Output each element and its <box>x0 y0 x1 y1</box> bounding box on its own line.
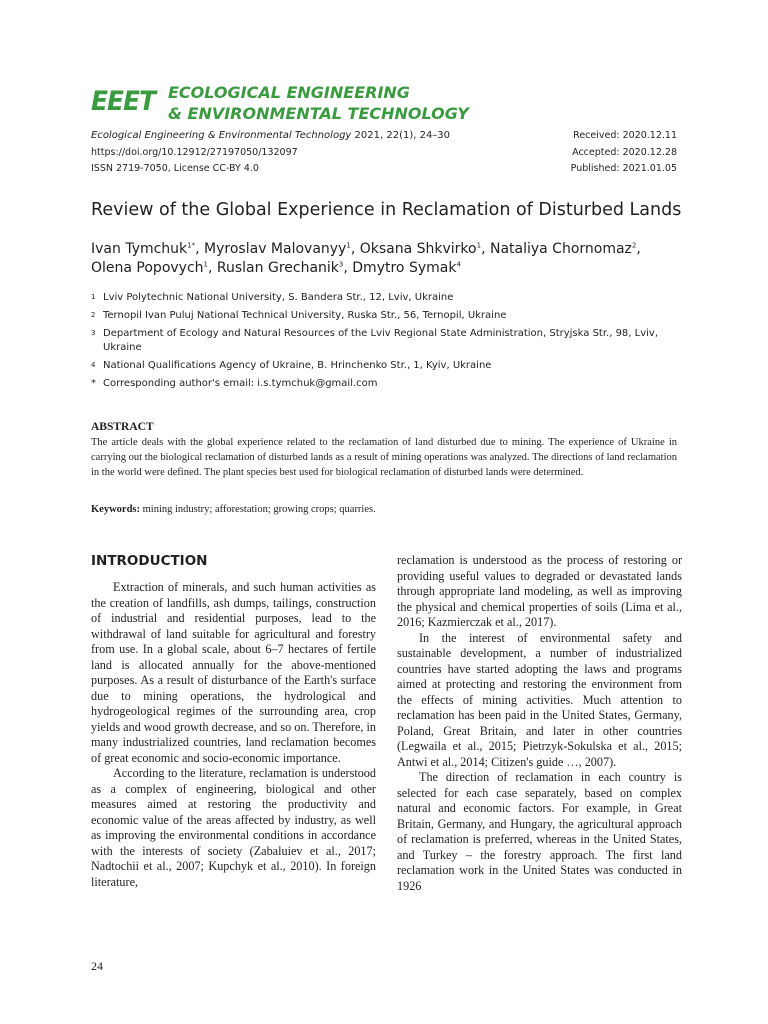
author-affiliation-mark: 1* <box>187 241 196 250</box>
corresponding-mark: * <box>91 378 96 389</box>
affiliation-item <box>91 327 681 355</box>
journal-name-line2: & ENVIRONMENTAL TECHNOLOGY <box>168 104 469 123</box>
abstract-text: The article deals with the global experience related to the reclamation of land disturbed due to mining. The experience of Ukraine in carrying out the biological reclamation of disturbed lands as a result of mining operations was analyzed. The directions of land reclamation in the world were defined. The plant species best used for biological reclamation of disturbed lands were determined. <box>91 437 677 478</box>
paragraph: In the interest of environmental safety and sustainable development, a number of industrialized countries have started adopting the laws and programs aimed at protecting and restoring the environment from the effects of mining activities. Much attention to reclamation has been paid in the United States, Germany, Poland, Great Britain, and later in other countries (Legwaila et al., 2015; Pietrzyk-Sokulska et al., 2015; Antwi et al., 2014; Citizen's guide …, 2007). <box>397 630 682 769</box>
published-date: Published: 2021.01.05 <box>570 163 677 174</box>
journal-logo: EEET <box>91 86 156 117</box>
affiliation-item <box>91 359 681 373</box>
keywords-text: mining industry; afforestation; growing crops; quarries. <box>142 504 376 515</box>
author-name: Nataliya Chornomaz <box>489 241 632 257</box>
affiliation-text: National Qualifications Agency of Ukraine, B. Hrinchenko Str., 1, Kyiv, Ukraine <box>103 360 492 371</box>
page-number: 24 <box>91 959 103 973</box>
author-list: Ivan Tymchuk$^{1*}$, Myroslav Malovanyy$^1$, Oksana Shkvirko$^1$, Nataliya Chornomaz$^2$, Olena Popovych$^1$, Ruslan Grechanik$^3$, Dmytro Symak$^4$ <box>91 241 641 276</box>
received-date: Received: 2020.12.11 <box>573 130 677 141</box>
article-title: Review of the Global Experience in Reclamation of Disturbed Lands <box>91 200 682 220</box>
section-heading-introduction: INTRODUCTION <box>91 553 208 569</box>
citation-line <box>91 130 450 141</box>
affiliation-number: 3 <box>91 329 96 337</box>
author-name: Dmytro Symak <box>352 260 457 276</box>
affiliations-list <box>91 291 681 395</box>
author-name: Ivan Tymchuk <box>91 241 188 257</box>
citation-journal: Ecological Engineering & Environmental Technology <box>91 130 352 141</box>
paragraph: Extraction of minerals, and such human activities as the creation of landfills, ash dumps, tailings, construction of industrial and residential purposes, lead to the withdrawal of land suitable for agricultural and forestry from use. In a global scale, about 6–7 hectares of fertile land is allocated annually for the above-mentioned purposes. As a result of disturbance of the Earth's surface due to mining operations, the hydrological and hydrogeological regimes of the surrounding area, crop yields and wood growth decrease, and so on. Therefore, in many industrialized countries, land reclamation becomes of great economic and socio-economic importance. <box>91 580 376 765</box>
affiliation-number: 2 <box>91 311 96 319</box>
citation-details: 2021, 22(1), 24–30 <box>354 130 451 141</box>
author-affiliation-mark: 3 <box>338 260 344 269</box>
author-affiliation-mark: 1 <box>476 241 482 250</box>
author-name: Oksana Shkvirko <box>359 241 477 257</box>
paragraph: According to the literature, reclamation is understood as a complex of engineering, biological and other measures aimed at restoring the productivity and economic value of the areas affected by industry, as well as improving the environmental conditions in accordance with the interests of society (Zabaluiev et al., 2017; Nadtochii et al., 2007; Kupchyk et al., 2010). In foreign literature, <box>91 766 376 889</box>
author-affiliation-mark: 1 <box>346 241 351 250</box>
affiliation-number: 4 <box>91 361 96 369</box>
corresponding-author <box>91 377 681 391</box>
affiliation-text: Ternopil Ivan Puluj National Technical University, Ruska Str., 56, Ternopil, Ukraine <box>103 310 507 321</box>
keywords-line <box>91 504 677 515</box>
accepted-date: Accepted: 2020.12.28 <box>572 147 677 158</box>
author-name: Olena Popovych <box>91 260 204 276</box>
author-affiliation-mark: 1 <box>203 260 208 269</box>
journal-name-line1: ECOLOGICAL ENGINEERING <box>168 83 410 102</box>
affiliation-item <box>91 291 681 305</box>
paragraph: reclamation is understood as the process of restoring or providing useful values to degraded or devastated lands through appropriate land modeling, as well as improving the physical and chemical properties of soils (Lima et al., 2016; Kazmierczak et al., 2017). <box>397 553 682 629</box>
keywords-label: Keywords: <box>91 504 140 515</box>
author-name: Ruslan Grechanik <box>216 260 339 276</box>
affiliation-text: Department of Ecology and Natural Resources of the Lviv Regional State Administration, Stryjska Str., 98, Lviv, Ukraine <box>103 328 659 353</box>
paragraph: The direction of reclamation in each country is selected for each case separately, based on complex natural and economic factors. For example, in Great Britain, Germany, and Hungary, the agricultural approach of reclamation is preferred, whereas in the United States, and Turkey – the forestry approach. The first land reclamation work in the United States was conducted in 1926 <box>397 770 682 893</box>
doi-link[interactable]: https://doi.org/10.12912/27197050/132097 <box>91 147 298 158</box>
corresponding-email: Corresponding author's email: i.s.tymchuk@gmail.com <box>103 378 378 389</box>
issn-license: ISSN 2719-7050, License CC-BY 4.0 <box>91 163 259 174</box>
text-column-left <box>91 580 376 890</box>
abstract-heading: ABSTRACT <box>91 421 154 433</box>
text-column-right <box>397 553 682 894</box>
affiliation-item <box>91 309 681 323</box>
affiliation-number: 1 <box>91 293 96 301</box>
author-affiliation-mark: 2 <box>631 241 637 250</box>
author-affiliation-mark: 4 <box>456 260 461 269</box>
affiliation-text: Lviv Polytechnic National University, S. Bandera Str., 12, Lviv, Ukraine <box>103 292 454 303</box>
author-name: Myroslav Malovanyy <box>204 241 347 257</box>
